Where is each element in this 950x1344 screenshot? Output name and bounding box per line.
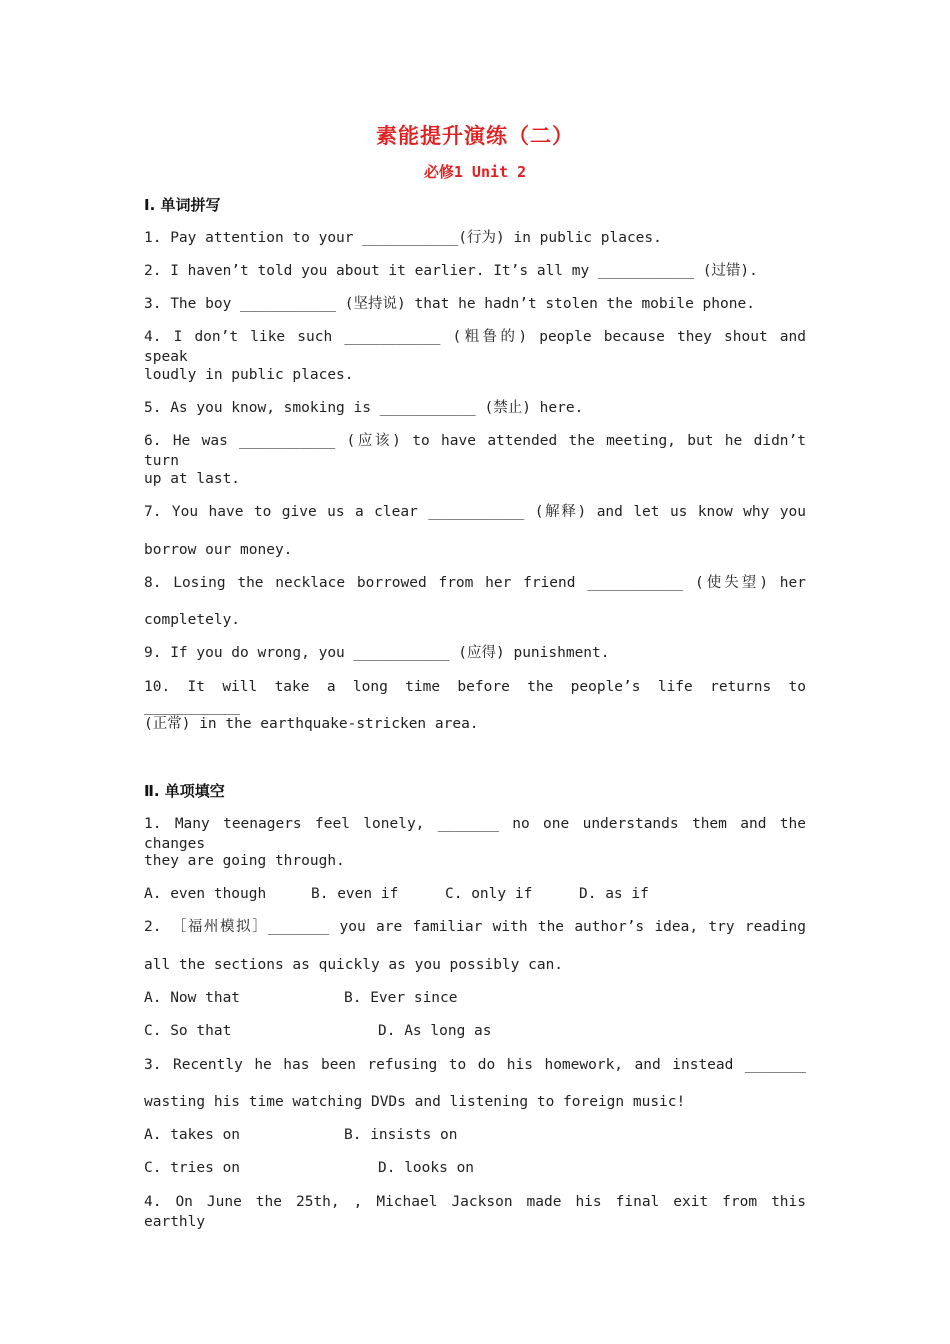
question-line: they are going through. bbox=[144, 853, 345, 869]
exercise-line: 9. If you do wrong, you ___________ (应得) punishment. bbox=[144, 645, 610, 661]
section-heading: Ⅰ. 单词拼写 bbox=[144, 196, 221, 214]
exercise-line: 3. The boy ___________ (坚持说) that he hadn’t stolen the mobile phone. bbox=[144, 296, 755, 312]
option-a: A. takes on bbox=[144, 1127, 241, 1143]
page-subtitle: 必修1 Unit 2 bbox=[423, 163, 527, 181]
option-a: A. even though bbox=[144, 886, 267, 902]
exercise-line: borrow our money. bbox=[144, 542, 293, 558]
exercise-line: 5. As you know, smoking is ___________ (禁止) here. bbox=[144, 400, 584, 416]
option-d: D. As long as bbox=[378, 1023, 492, 1039]
option-c: C. only if bbox=[445, 886, 533, 902]
exercise-line: (正常) in the earthquake-stricken area. bbox=[144, 716, 479, 732]
question-line: all the sections as quickly as you possibly can. bbox=[144, 957, 564, 973]
exercise-line: 7. You have to give us a clear ___________ (解释) and let us know why you bbox=[144, 504, 806, 520]
page-title: 素能提升演练（二） bbox=[376, 124, 574, 148]
option-d: D. looks on bbox=[378, 1160, 475, 1176]
option-b: B. insists on bbox=[344, 1127, 458, 1143]
question-line: 4. On June the 25th, , Michael Jackson made his final exit from this earthly bbox=[144, 1194, 806, 1230]
question-line: 2. ［福州模拟］_______ you are familiar with the author’s idea, try reading bbox=[144, 919, 806, 935]
question-line: wasting his time watching DVDs and listening to foreign music! bbox=[144, 1094, 686, 1110]
section-heading: Ⅱ. 单项填空 bbox=[144, 782, 225, 800]
option-c: C. tries on bbox=[144, 1160, 241, 1176]
exercise-line: 6. He was ___________ (应该) to have attended the meeting, but he didn’t turn bbox=[144, 433, 806, 469]
option-b: B. even if bbox=[311, 886, 399, 902]
exercise-line: 1. Pay attention to your ___________(行为) in public places. bbox=[144, 230, 662, 246]
exercise-line: completely. bbox=[144, 612, 241, 628]
exercise-line: 10. It will take a long time before the people’s life returns to ___________ bbox=[144, 679, 806, 715]
exercise-line: 4. I don’t like such ___________ (粗鲁的) people because they shout and speak bbox=[144, 329, 806, 365]
exercise-line: up at last. bbox=[144, 471, 241, 487]
option-b: B. Ever since bbox=[344, 990, 458, 1006]
exercise-line: 2. I haven’t told you about it earlier. It’s all my ___________ (过错). bbox=[144, 263, 758, 279]
question-line: 1. Many teenagers feel lonely, _______ no one understands them and the changes bbox=[144, 816, 806, 852]
option-a: A. Now that bbox=[144, 990, 241, 1006]
exercise-line: 8. Losing the necklace borrowed from her friend ___________ (使失望) her bbox=[144, 575, 806, 591]
question-line: 3. Recently he has been refusing to do his homework, and instead _______ bbox=[144, 1057, 806, 1073]
exercise-line: loudly in public places. bbox=[144, 367, 354, 383]
option-d: D. as if bbox=[579, 886, 649, 902]
option-c: C. So that bbox=[144, 1023, 232, 1039]
